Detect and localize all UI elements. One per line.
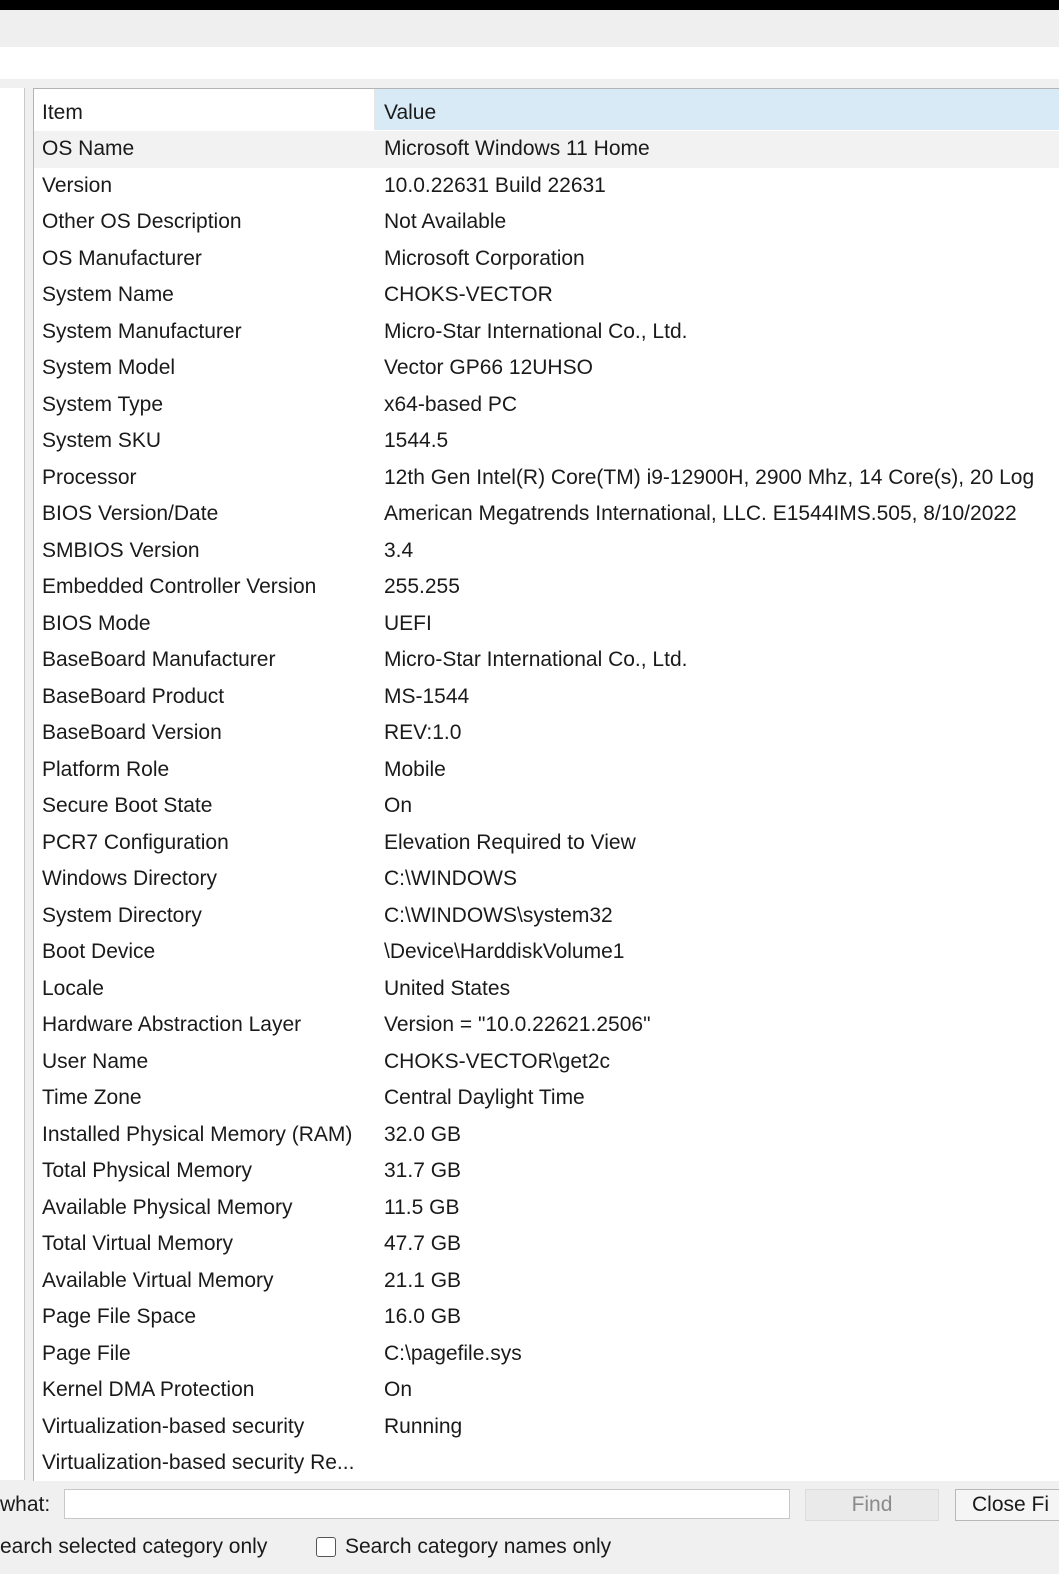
table-row[interactable] xyxy=(34,1117,1059,1154)
row-value: Microsoft Corporation xyxy=(384,246,585,270)
table-row[interactable] xyxy=(34,1044,1059,1081)
table-row[interactable] xyxy=(34,277,1059,314)
row-value: United States xyxy=(384,976,511,1000)
row-value: Central Daylight Time xyxy=(384,1086,585,1109)
table-row[interactable] xyxy=(34,898,1059,935)
row-value: C:\WINDOWS xyxy=(384,867,517,890)
table-row[interactable] xyxy=(34,1409,1059,1446)
table-row[interactable] xyxy=(34,204,1059,241)
row-value: Micro-Star International Co., Ltd. xyxy=(384,648,688,671)
table-row[interactable] xyxy=(34,1336,1059,1373)
row-value: 3.4 xyxy=(384,538,414,562)
column-header-value[interactable]: Value xyxy=(375,89,1059,130)
list-rows xyxy=(34,131,1059,1481)
table-row[interactable] xyxy=(34,460,1059,497)
row-value: American Megatrends International, LLC. E1544IMS.505, 8/10/2022 xyxy=(384,502,1017,525)
row-item: PCR7 Configuration xyxy=(42,830,229,854)
row-item: BaseBoard Version xyxy=(42,721,222,744)
row-item: Installed Physical Memory (RAM) xyxy=(42,1122,353,1146)
row-value: UEFI xyxy=(384,611,432,635)
row-value: C:\WINDOWS\system32 xyxy=(384,903,613,927)
row-item: Total Virtual Memory xyxy=(42,1232,234,1255)
search-category-names-checkbox[interactable] xyxy=(316,1537,336,1557)
table-row[interactable] xyxy=(34,642,1059,679)
row-value: 21.1 GB xyxy=(384,1268,462,1292)
row-item: BIOS Mode xyxy=(42,611,151,635)
row-item: System Model xyxy=(42,356,176,379)
row-item: Other OS Description xyxy=(42,210,242,233)
row-value: Running xyxy=(384,1414,463,1438)
row-value: Mobile xyxy=(384,757,446,781)
row-item: Virtualization-based security Re... xyxy=(42,1451,355,1474)
row-value: 32.0 GB xyxy=(384,1122,462,1146)
row-value: 11.5 GB xyxy=(384,1195,460,1219)
table-row[interactable] xyxy=(34,1372,1059,1409)
row-value: Version = "10.0.22621.2506" xyxy=(384,1013,651,1036)
find-what-label: what: xyxy=(0,1493,51,1516)
row-value: 12th Gen Intel(R) Core(TM) i9-12900H, 2900 Mhz, 14 Core(s), 20 Log xyxy=(384,465,1035,489)
row-item: System SKU xyxy=(42,429,162,452)
row-value: 10.0.22631 Build 22631 xyxy=(384,173,606,197)
search-category-names-option[interactable] xyxy=(316,1528,611,1566)
table-row[interactable] xyxy=(34,350,1059,387)
table-row[interactable] xyxy=(34,679,1059,716)
table-row[interactable] xyxy=(34,715,1059,752)
table-row[interactable] xyxy=(34,934,1059,971)
row-value: C:\pagefile.sys xyxy=(384,1341,522,1365)
row-item: Version xyxy=(42,173,113,197)
table-row[interactable] xyxy=(34,606,1059,643)
table-row[interactable] xyxy=(34,569,1059,606)
find-button[interactable]: Find xyxy=(805,1489,939,1521)
table-row[interactable] xyxy=(34,168,1059,205)
row-item: Page File Space xyxy=(42,1305,197,1328)
row-value: \Device\HarddiskVolume1 xyxy=(384,940,625,963)
menu-bar xyxy=(0,10,1059,47)
row-item: Embedded Controller Version xyxy=(42,575,317,598)
system-summary-list[interactable] xyxy=(33,88,1059,1481)
row-item: User Name xyxy=(42,1049,149,1073)
table-row[interactable] xyxy=(34,131,1059,168)
row-value: Not Available xyxy=(384,210,507,233)
toolbar-area xyxy=(0,47,1059,79)
row-item: OS Name xyxy=(42,137,135,160)
row-item: Secure Boot State xyxy=(42,794,213,817)
row-item: Hardware Abstraction Layer xyxy=(42,1013,302,1036)
table-row[interactable] xyxy=(34,1263,1059,1300)
list-header xyxy=(34,89,1059,130)
table-row[interactable] xyxy=(34,788,1059,825)
table-row[interactable] xyxy=(34,825,1059,862)
row-item: Processor xyxy=(42,465,137,489)
row-item: BaseBoard Product xyxy=(42,684,225,708)
table-row[interactable] xyxy=(34,1445,1059,1481)
top-edge-bar xyxy=(0,0,1059,10)
row-value: Micro-Star International Co., Ltd. xyxy=(384,319,688,343)
row-value: 47.7 GB xyxy=(384,1232,462,1255)
table-row[interactable] xyxy=(34,423,1059,460)
category-tree-pane[interactable] xyxy=(0,88,25,1480)
row-value: x64-based PC xyxy=(384,392,518,416)
find-options xyxy=(0,1528,1059,1566)
table-row[interactable] xyxy=(34,1226,1059,1263)
row-value xyxy=(384,1445,1059,1481)
row-item: SMBIOS Version xyxy=(42,538,200,562)
close-find-button[interactable]: Close Fi xyxy=(955,1489,1059,1521)
table-row[interactable] xyxy=(34,496,1059,533)
row-item: Page File xyxy=(42,1341,131,1365)
row-value: On xyxy=(384,1378,413,1401)
table-row[interactable] xyxy=(34,241,1059,278)
row-item: BIOS Version/Date xyxy=(42,502,219,525)
row-item: Virtualization-based security xyxy=(42,1414,305,1438)
row-value: REV:1.0 xyxy=(384,721,462,744)
table-row[interactable] xyxy=(34,1007,1059,1044)
row-value: 31.7 GB xyxy=(384,1159,462,1182)
table-row[interactable] xyxy=(34,314,1059,351)
search-selected-category-option[interactable]: earch selected category only xyxy=(0,1535,268,1558)
row-item: System Manufacturer xyxy=(42,319,242,343)
table-row[interactable] xyxy=(34,861,1059,898)
table-row[interactable] xyxy=(34,533,1059,570)
row-item: Available Virtual Memory xyxy=(42,1268,274,1292)
row-item: OS Manufacturer xyxy=(42,246,202,270)
row-value: Elevation Required to View xyxy=(384,830,636,854)
table-row[interactable] xyxy=(34,387,1059,424)
row-item: System Name xyxy=(42,283,174,306)
table-row[interactable] xyxy=(34,971,1059,1008)
row-value: CHOKS-VECTOR xyxy=(384,283,553,306)
row-value: 16.0 GB xyxy=(384,1305,462,1328)
row-value: 255.255 xyxy=(384,575,460,598)
row-item: Boot Device xyxy=(42,940,156,963)
find-what-input[interactable] xyxy=(64,1489,790,1519)
row-item: Kernel DMA Protection xyxy=(42,1378,255,1401)
find-bar xyxy=(0,1486,1059,1524)
table-row[interactable] xyxy=(34,1153,1059,1190)
row-item: Time Zone xyxy=(42,1086,142,1109)
column-header-item[interactable]: Item xyxy=(34,89,375,130)
row-item: System Directory xyxy=(42,903,202,927)
search-category-names-label: Search category names only xyxy=(345,1535,612,1558)
row-item: Available Physical Memory xyxy=(42,1195,293,1219)
row-value: On xyxy=(384,794,413,817)
table-row[interactable] xyxy=(34,1080,1059,1117)
row-value: Vector GP66 12UHSO xyxy=(384,356,593,379)
row-value: MS-1544 xyxy=(384,684,470,708)
table-row[interactable] xyxy=(34,1299,1059,1336)
row-item: Locale xyxy=(42,976,104,1000)
row-item: System Type xyxy=(42,392,163,416)
row-value: CHOKS-VECTOR\get2c xyxy=(384,1049,611,1073)
row-item: Platform Role xyxy=(42,757,170,781)
table-row[interactable] xyxy=(34,752,1059,789)
row-value: 1544.5 xyxy=(384,429,449,452)
row-item: BaseBoard Manufacturer xyxy=(42,648,276,671)
table-row[interactable] xyxy=(34,1190,1059,1227)
row-value: Microsoft Windows 11 Home xyxy=(384,137,650,160)
row-item: Windows Directory xyxy=(42,867,218,890)
row-item: Total Physical Memory xyxy=(42,1159,253,1182)
